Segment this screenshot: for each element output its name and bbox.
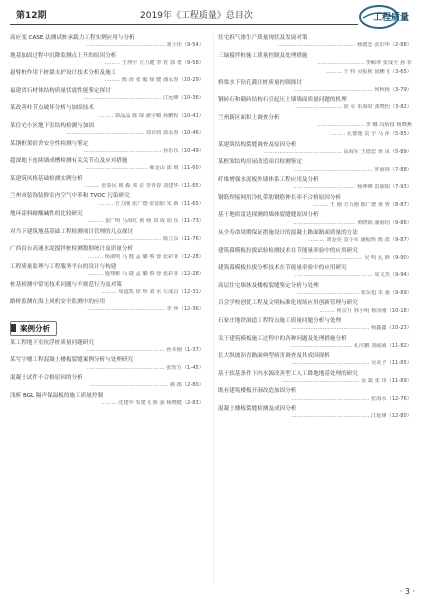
entry-title: 桩基检测中常见技术问题与不规范行为及对策 [10, 281, 122, 288]
toc-entry [218, 247, 416, 263]
entry-author-page: ……………………………… 郝金山 邵 琥（11-60） [85, 165, 204, 172]
entry-title: 某工程地下室抗浮桩质量问题研究 [10, 339, 94, 346]
entry-title: 某改善柱节点破坏分析与加固技术 [10, 105, 94, 112]
toc-entry [218, 52, 416, 68]
entry-title: 兰州市装饰装修室内空气中苯和 TVOC 污染研究 [10, 193, 130, 200]
entry-author-page: ……………………………………… 刘士伟（9-54） [86, 42, 204, 49]
toc-entry [218, 352, 416, 368]
toc-entry [218, 131, 416, 138]
entry-title: 纤维增强水泥板外墙体系工程应用及分析 [218, 177, 319, 184]
toc-entry [10, 69, 208, 85]
toc-entry [10, 34, 208, 50]
section-title: 案例分析 [20, 323, 50, 333]
entry-title: 某框架结构房屋改造项目检测鉴定 [218, 159, 302, 166]
toc-entry [10, 356, 208, 372]
page-header [0, 0, 427, 36]
toc-entry [10, 281, 208, 297]
toc-entry [10, 52, 208, 68]
toc-entry [218, 282, 416, 298]
toc-entry [218, 34, 416, 50]
toc-entry [218, 317, 416, 333]
entry-title: 兰州新区面积土调查分析 [218, 114, 280, 121]
entry-title: 钢筋焊接网用冷轧带肋钢筋伸长率不合格原因分析 [218, 194, 342, 201]
entry-title: 从全寿命周期保证措施设计的混凝土路面路面质量的方法 [218, 229, 358, 236]
entry-title: 某写字楼工程混凝土楼板裂缝案例分析与处理研究 [10, 357, 134, 364]
toc-entry [218, 299, 416, 315]
header-rule [10, 24, 358, 25]
entry-author-page: ……………………………………… 郝 郡（2-80） [90, 382, 204, 389]
entry-title: 百会学校创优工程及文明标准化现场应用创新管理与研究 [218, 300, 358, 307]
entry-title: 高层住宅墙体及楼板裂缝鉴定分析与处理 [218, 282, 319, 289]
toc-entry [218, 158, 416, 174]
entry-title: 对当下建筑地基基础工程检测项目管理的几点探讨 [10, 228, 134, 235]
entry-author-page: ……………………… 李鲸翠 张成全 孙 菲 [317, 59, 412, 66]
right-entries [218, 34, 416, 421]
toc-entry [10, 104, 208, 120]
entry-author-page: ……… 姜广明 马海红 黄 栩 刘 成 胡 乐（11-73） [87, 218, 204, 225]
entry-title: 既有建筑楼板开洞改造加固分析 [218, 388, 297, 395]
toc-entry [218, 114, 416, 130]
issue-number: 第12期 [16, 11, 47, 21]
left-entries [10, 34, 208, 314]
entry-author-page: ……………………………………… 杨德忠 张伯华（2-88） [277, 42, 412, 49]
toc-entry [10, 228, 208, 244]
entry-author-page: ……………………… 李 娜 冯炳枝 杨晓燕 [317, 122, 412, 129]
entry-title: 路桥监测在海上风机安全监测中的应用 [10, 299, 106, 306]
page-number: · 3 · [399, 587, 415, 596]
entry-author-page: ……………………………………… 高海军 王德忠 黄 凤（5-89） [263, 149, 412, 156]
entry-title: 基于软基条件下内水源改善型工人工降地地基处理的研究 [218, 370, 358, 377]
entry-title: 福建省石材体结构质量状震性能鉴定探讨 [10, 87, 111, 94]
entry-title: 石家庄地铁洞道工程特点施工质量问题分析与处理 [218, 317, 342, 324]
entry-title: 基于地质雷达探测的墙体裂缝缝原因分析 [218, 212, 319, 219]
toc-entry [10, 87, 208, 103]
entry-author-page: ……………………………………… 吴美子（11-85） [291, 360, 412, 367]
section-marker-icon [11, 324, 16, 332]
entry-author-page: ……… 刘金亮 袁小军 潘振辉 陈 波（9-87） [308, 237, 412, 244]
toc-entry [218, 79, 416, 95]
toc-entry [218, 335, 416, 351]
toc-entry [10, 122, 208, 138]
entry-title: 地环涂料耐酸碱性的比较研究 [10, 211, 83, 218]
entry-author-page: ……………………………………… 孙乐乐（10-49） [83, 147, 204, 154]
column-divider [213, 34, 214, 584]
entry-author-page: ……………………………………… 金 斌 张 玮（11-89） [281, 377, 412, 384]
left-column [10, 34, 208, 409]
entry-author-page: ……… 方力刚 张广德 张加阳 朱 新（11-65） [97, 200, 204, 207]
entry-author-page: ……… 王翔宇 方力健 李 宵 郭 勇（9-58） [104, 59, 204, 66]
toc-entry [10, 210, 208, 226]
entry-author-page: ……………………………………… 江延锋（12-80） [291, 413, 412, 420]
entry-author-page: ……………………………………… 刘百钧 郭永春（10-46） [66, 130, 204, 137]
toc-entry [10, 245, 208, 261]
toc-entry [218, 96, 416, 112]
right-column [218, 34, 416, 423]
toc-entry [218, 387, 416, 403]
toc-entry [10, 263, 208, 279]
entry-title: 某钢框架宿舍安全性检测与鉴定 [10, 140, 89, 147]
entry-title: 关于建筑模板施工过程中的各种问题及处理措施分析 [218, 335, 347, 342]
entry-title: 工程质量监理与工程服务平台的设计与构建 [10, 263, 117, 270]
toc-entry [10, 175, 208, 191]
entry-title: 三轴搅拌桩施工质量控制及处理措施 [218, 52, 308, 59]
toc-entry [218, 264, 416, 280]
left-entries-case [10, 339, 208, 407]
entry-author-page: ……… 沈建中 朱建飞 陈 强 杨晓健（2-83） [100, 399, 204, 406]
toc-entry [218, 176, 416, 192]
entry-title: 浅析 BGL 隔声保温板的施工质量控制 [10, 392, 104, 399]
entry-author-page: ……… 何宗月 林小明 杨泽刚（10-18） [319, 307, 412, 314]
entry-title: 地基加固过程中沉降监测点上升的原因分析 [10, 52, 117, 59]
entry-author-page: ……… 周道凯 徐 辉 刘 水 左成昌（12-31） [101, 288, 204, 295]
entry-author-page: ……………………………………… 张贺方（1-45） [86, 364, 204, 371]
entry-title: 钢砖石和砌砖结构石引起压土墙墙面质量问题的机理 [218, 97, 347, 104]
entry-author-page: ……… 王 特 吴振栋 徐鹏飞（3-65） [326, 69, 412, 76]
entry-author-page: ……… 杨淑明 马 健 孟 璐 蔡 蓉 张彩菲（12-28） [87, 253, 204, 260]
entry-author-page: ……………………………………… 何秋杨（3-79） [294, 86, 412, 93]
toc-entry [10, 339, 208, 355]
section-heading-case-analysis [10, 321, 57, 336]
entry-title: 超深地下连续墙成槽检测有关关节点及应对措施 [10, 158, 128, 165]
entry-author-page: ……………………… 徐 军 朱海时 龚晓怡（3-82） [295, 104, 412, 111]
entry-author-page: ……… 张泰民 姚 森 邓 亲 李青春 刘建华（11-65） [84, 183, 204, 190]
entry-author-page: ……………………………… 吴 明 孔 颜（9-90） [300, 254, 412, 261]
toc-entry [218, 69, 416, 76]
entry-author-page: ……… 孔德逸 袁 宇 马 萍（5-85） [329, 131, 412, 138]
toc-entry [218, 211, 416, 227]
entry-author-page: ……… 郭晶晶 陈 琛 潘宇嵋 孙鹏程（10-41） [97, 112, 204, 119]
entry-title: 某建筑风格基础检测实例分析 [10, 175, 83, 182]
entry-title: 住宅拆气渗生产质量现状及发展对策 [218, 35, 308, 41]
toc-entry [10, 192, 208, 208]
entry-title: 某住宅小区地下室结构检测与加固 [10, 123, 94, 130]
toc-entry [218, 194, 416, 210]
entry-author-page: ……………………………………… 陈立东（11-76） [83, 235, 204, 242]
entry-author-page: ……………………………………… 周文杰（9-94） [294, 272, 412, 279]
entry-author-page: ……………………………………… 杨鑫鑫（10-23） [291, 325, 412, 332]
toc-entry [10, 374, 208, 390]
toc-entry [10, 140, 208, 156]
entry-author-page: ……………………………………… 江远峰（10-36） [83, 95, 204, 102]
toc-entry [218, 229, 416, 245]
journal-logo [357, 2, 419, 30]
toc-entry [10, 392, 208, 408]
entry-title: 混凝土楼板裂缝检测及成因分析 [218, 406, 297, 412]
entry-author-page: ……………………………… 孔庆鹏 刘威威（11-82） [289, 342, 412, 349]
toc-entry [218, 141, 416, 157]
entry-title: 建筑幕模板拉拔分析技术在节能量率验中的应用研究 [218, 265, 347, 272]
entry-author-page: ……………………………………… 孙本刚（1-37） [86, 346, 204, 353]
entry-author-page: ……………………………… 黄晓娟 潘海钧（9-86） [293, 219, 412, 226]
entry-author-page: ……………………………………… 罗海林（7-88） [294, 166, 412, 173]
entry-title: 高应变 CASE 法测试桩承载力工程实例应用与分析 [10, 35, 135, 41]
svg-text:工程质量: 工程质量 [373, 13, 410, 23]
toc-entry [10, 298, 208, 314]
entry-author-page: ……………………………… 杨坤峰 袁丽娟（7-93） [293, 184, 412, 191]
entry-author-page: ……… 王 刚 方力刚 陈广德 黄 秀（8-87） [312, 201, 412, 208]
entry-author-page: ……… 陈 涛 张 毅 徐 健 潘永春（10-29） [104, 77, 204, 84]
entry-title: 广西首台高速水泥搅拌桩检测数据统计及质量分析 [10, 246, 134, 253]
entry-title: 建筑幕模板拉拔试验检测技术在节能量率验中的应用研究 [218, 247, 358, 254]
toc-entry [218, 370, 416, 386]
toc-entry [10, 157, 208, 173]
entry-title: 某建筑结构裂缝调查及原因分析 [218, 141, 297, 148]
journal-title: 2019年《工程质量》总目次 [140, 11, 253, 21]
entry-title: 桥梁水下钻孔灌注桩质量控制探讨 [218, 79, 302, 86]
entry-author-page: ……… 施翔彬 马 捷 孟 璐 蔡 蓉 张彩菲（12-28） [87, 271, 204, 278]
entry-title: 长大纵坡沥青路面典型病害调查及其成因探析 [218, 353, 330, 360]
toc-entry [218, 405, 416, 421]
entry-author-page: ……………………………………… 张海水（12-76） [291, 395, 412, 402]
entry-author-page: ……………………………………… 李 萍（12-36） [87, 306, 204, 313]
entry-author-page: ……………………………… 张东旭 朱 强（9-89） [296, 289, 412, 296]
entry-title: 悬臂桩作用下桩锚支护设计技术分析及施工 [10, 70, 117, 77]
entry-title: 混凝土试件不合格原因的分析 [10, 374, 83, 381]
